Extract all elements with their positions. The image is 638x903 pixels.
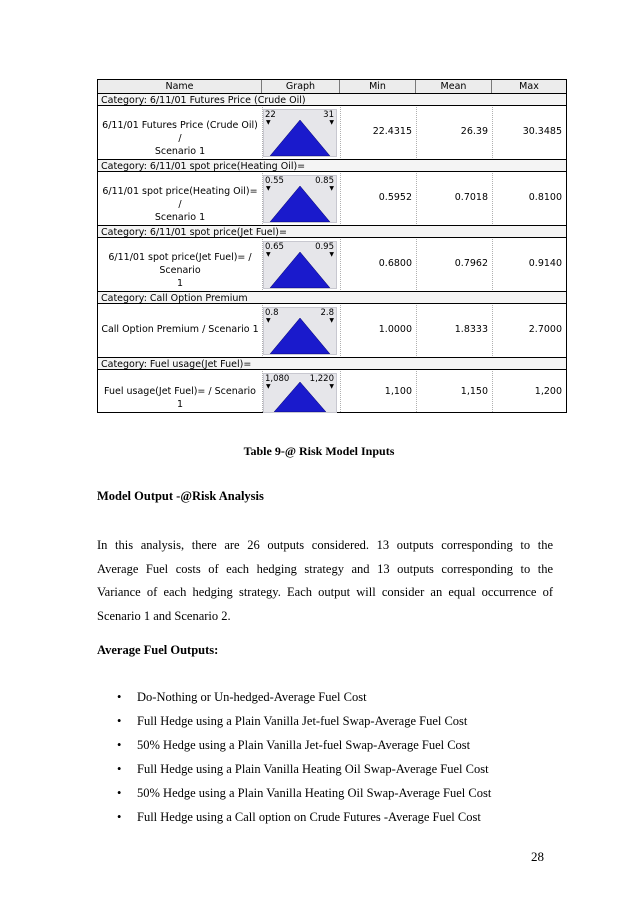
- input-name: 6/11/01 spot price(Jet Fuel)= / Scenario 1: [108, 252, 252, 289]
- graph-high-label: 0.95: [315, 242, 334, 252]
- paragraph-line: Average Fuel costs of each hedging strategy and 13 outputs corresponding to the: [97, 561, 553, 576]
- bullet-icon: •: [117, 786, 122, 800]
- bullet-icon: •: [117, 714, 122, 728]
- category-row: Category: 6/11/01 spot price(Jet Fuel)=: [98, 225, 566, 238]
- distribution-graph: [263, 175, 337, 223]
- max-value: 0.8100: [528, 192, 562, 203]
- min-value: 22.4315: [372, 126, 412, 137]
- high-marker-icon: ▼: [329, 317, 334, 324]
- paragraph-line: In this analysis, there are 26 outputs considered. 13 outputs corresponding to the: [97, 538, 553, 552]
- high-marker-icon: ▼: [329, 185, 334, 192]
- low-marker-icon: ▼: [266, 185, 271, 192]
- subheading: Average Fuel Outputs:: [97, 643, 219, 657]
- distribution-graph: [263, 109, 337, 157]
- graph-high-label: 1,220: [309, 374, 334, 384]
- graph-low-label: 22: [265, 110, 276, 120]
- category-row: Category: 6/11/01 spot price(Heating Oil)=: [98, 159, 566, 172]
- graph-high-label: 0.85: [315, 176, 334, 186]
- table-caption: Table 9-@ Risk Model Inputs: [243, 444, 395, 458]
- max-value: 0.9140: [528, 258, 562, 269]
- input-name: Fuel usage(Jet Fuel)= / Scenario 1: [104, 386, 256, 410]
- bullet-icon: •: [117, 690, 122, 704]
- bullet-icon: •: [117, 810, 122, 824]
- page-number: 28: [531, 849, 544, 864]
- graph-high-label: 2.8: [320, 308, 334, 318]
- graph-low-label: 0.65: [265, 242, 284, 252]
- mean-value: 26.39: [460, 126, 488, 137]
- header-name: Name: [98, 80, 262, 93]
- table-row: [98, 239, 566, 291]
- risk-inputs-table: [97, 79, 567, 413]
- category-row: Category: 6/11/01 Futures Price (Crude Oil): [98, 93, 566, 106]
- low-marker-icon: ▼: [266, 119, 271, 126]
- input-name: 6/11/01 Futures Price (Crude Oil) / Scenario 1: [102, 120, 258, 157]
- table-header-row: [98, 80, 566, 94]
- mean-value: 1,150: [460, 386, 488, 397]
- graph-low-label: 0.55: [265, 176, 284, 186]
- category-row: Category: Call Option Premium: [98, 291, 566, 304]
- header-min: Min: [340, 80, 416, 93]
- paragraph-line: Variance of each hedging strategy. Each output will consider an equal occurrence of: [97, 585, 553, 599]
- graph-low-label: 1,080: [265, 374, 290, 384]
- mean-value: 0.7962: [454, 258, 488, 269]
- high-marker-icon: ▼: [329, 383, 334, 390]
- header-graph: Graph: [262, 80, 340, 93]
- bullet-icon: •: [117, 762, 122, 776]
- table-row: [98, 107, 566, 159]
- mean-value: 1.8333: [454, 324, 488, 335]
- distribution-graph: [263, 307, 337, 355]
- min-value: 1,100: [384, 386, 412, 397]
- analysis-paragraph: [97, 534, 553, 628]
- section-heading: Model Output -@Risk Analysis: [97, 489, 264, 503]
- category-row: Category: Fuel usage(Jet Fuel)=: [98, 357, 566, 370]
- table-row: [98, 173, 566, 225]
- input-name: Call Option Premium / Scenario 1: [101, 324, 259, 335]
- table-row: [98, 305, 566, 357]
- distribution-graph: [263, 241, 337, 289]
- max-value: 2.7000: [528, 324, 562, 335]
- min-value: 0.5952: [378, 192, 412, 203]
- min-value: 0.6800: [378, 258, 412, 269]
- bullet-icon: •: [117, 738, 122, 752]
- header-mean: Mean: [416, 80, 492, 93]
- document-page: Name Graph Min Mean Max Category: 6/11/01 Futures Price (Crude Oil) 6/11/01 Futures Price (Crude Oil) / Scenario 1 22 31 ▼ ▼ 22.4315 26.39 30.3485 Category: 6/11/01 spot price(Heating Oil)= 6/11/01 spot price(Heating Oil)= / Scenario 1 0.55 0.85 ▼ ▼ 0.5952 0.7018 0.8100 Category: 6/11/01 spot price(Jet Fuel)= 6/11/01 spot price(Jet Fuel)= / Scenario 1 0.65 0.95 ▼ ▼ 0.6800 0.7962 0.9140 Category: Call Option Premium Call Option Premium / Scenario 1 0.8 2.8 ▼ ▼ 1.0000 1.8333 2.7000 Category: Fuel usage(Jet Fuel)= Fuel usage(Jet Fuel)= / Scenario 1 1,080 1,220 ▼ ▼ 1,100 1,150 1,200 Table 9-@ Risk Model Inputs Model Output -@Risk Analysis In this analysis, there are 26 outputs considered. 13 outputs corresponding to the Average Fuel costs of each hedging strategy and 13 outputs corresponding to the Variance of each hedging strategy. Each output will consider an equal occurrence of Scenario 1 and Scenario 2. Average Fuel Outputs: • Do-Nothing or Un-hedged-Average Fuel Cost • Full Hedge using a Plain Vanilla Jet-fuel Swap-Average Fuel Cost • 50% Hedge using a Plain Vanilla Jet-fuel Swap-Average Fuel Cost • Full Hedge using a Plain Vanilla Heating Oil Swap-Average Fuel Cost • 50% Hedge using a Plain Vanilla Heating Oil Swap-Average Fuel Cost • Full Hedge using a Call option on Crude Futures -Average Fuel Cost 28: [0, 0, 638, 903]
- max-value: 30.3485: [522, 126, 562, 137]
- distribution-graph: [263, 373, 337, 413]
- input-name: 6/11/01 spot price(Heating Oil)= / Scenario 1: [102, 186, 258, 223]
- low-marker-icon: ▼: [266, 383, 271, 390]
- paragraph-line: Scenario 1 and Scenario 2.: [97, 608, 231, 623]
- high-marker-icon: ▼: [329, 119, 334, 126]
- graph-high-label: 31: [323, 110, 334, 120]
- header-max: Max: [519, 81, 539, 92]
- table-row: [98, 371, 566, 413]
- low-marker-icon: ▼: [266, 317, 271, 324]
- min-value: 1.0000: [378, 324, 412, 335]
- mean-value: 0.7018: [454, 192, 488, 203]
- high-marker-icon: ▼: [329, 251, 334, 258]
- low-marker-icon: ▼: [266, 251, 271, 258]
- graph-low-label: 0.8: [265, 308, 279, 318]
- max-value: 1,200: [534, 386, 562, 397]
